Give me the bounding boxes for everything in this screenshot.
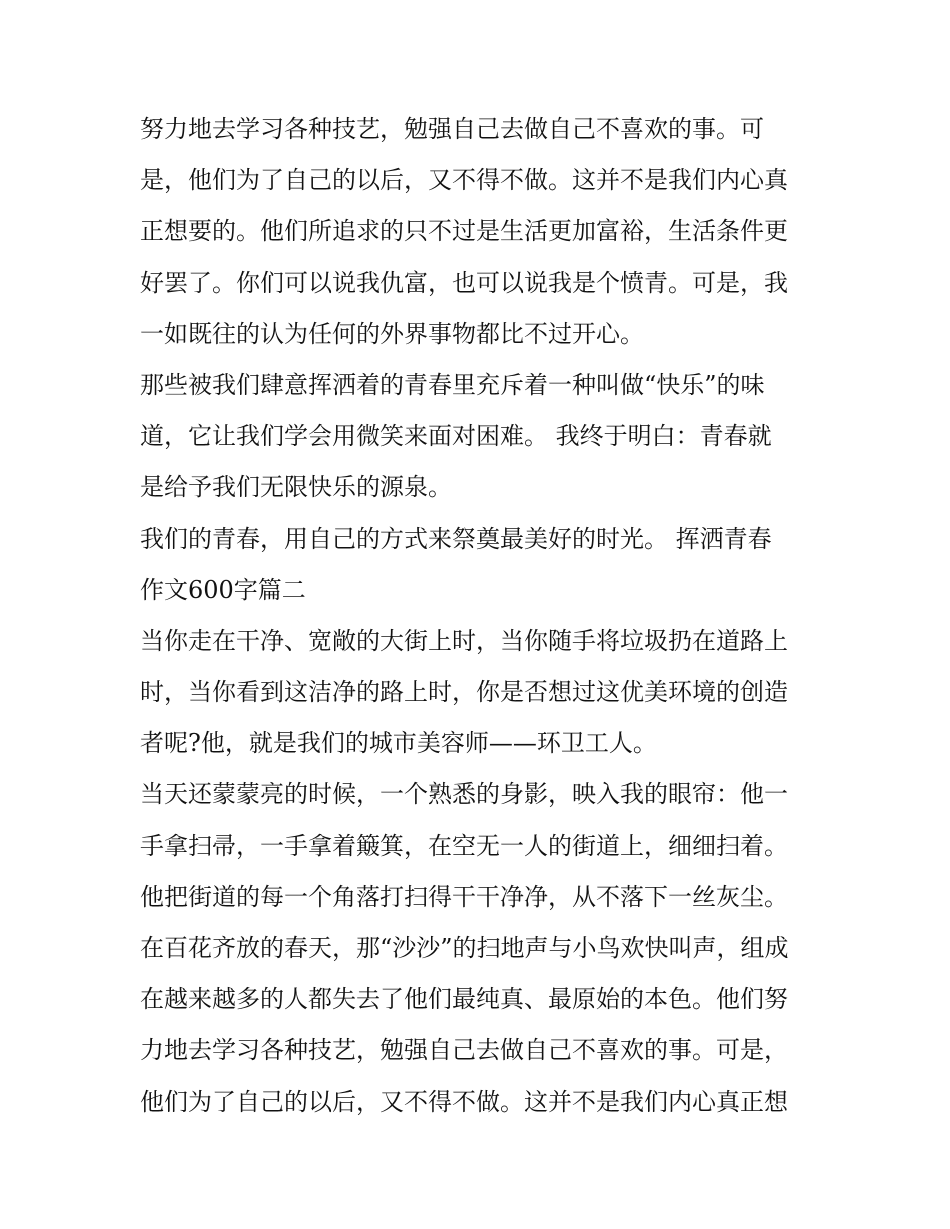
text-line: 那些被我们肆意挥洒着的青春里充斥着一种叫做“快乐”的味 — [140, 370, 765, 399]
section-heading-line: 作文600字篇二 — [140, 575, 306, 604]
text-line: 他把街道的每一个角落打扫得干干净净，从不落下一丝灰尘。 — [140, 882, 788, 911]
text-line: 在百花齐放的春天，那“沙沙”的扫地声与小鸟欢快叫声，组成 — [140, 934, 789, 962]
text-line: 是给予我们无限快乐的源泉。 — [140, 473, 452, 502]
text-line: 正想要的。他们所追求的只不过是生活更加富裕，生活条件更 — [140, 217, 788, 246]
text-line: 手拿扫帚，一手拿着簸箕，在空无一人的街道上，细细扫着。 — [140, 831, 788, 860]
text-line: 他们为了自己的以后，又不得不做。这并不是我们内心真正想 — [140, 1087, 788, 1116]
text-line: 者呢?他，就是我们的城市美容师——环卫工人。 — [140, 729, 657, 758]
text-line: 当天还蒙蒙亮的时候，一个熟悉的身影，映入我的眼帘：他一 — [140, 780, 788, 809]
body-text — [140, 104, 830, 1128]
text-line: 力地去学习各种技艺，勉强自己去做自己不喜欢的事。可是， — [140, 1036, 788, 1065]
text-line: 一如既往的认为任何的外界事物都比不过开心。 — [140, 319, 644, 348]
text-line: 我们的青春，用自己的方式来祭奠最美好的时光。 挥洒青春 — [140, 524, 772, 553]
text-line: 好罢了。你们可以说我仇富，也可以说我是个愤青。可是，我 — [140, 268, 788, 297]
text-line: 是，他们为了自己的以后，又不得不做。这并不是我们内心真 — [140, 166, 788, 195]
text-line: 在越来越多的人都失去了他们最纯真、最原始的本色。他们努 — [140, 985, 788, 1014]
text-line: 时，当你看到这洁净的路上时，你是否想过这优美环境的创造 — [140, 678, 788, 707]
text-line: 当你走在干净、宽敞的大街上时，当你随手将垃圾扔在道路上 — [140, 626, 788, 655]
text-line: 努力地去学习各种技艺，勉强自己去做自己不喜欢的事。可 — [140, 115, 764, 143]
text-line: 道，它让我们学会用微笑来面对困难。 我终于明白：青春就 — [140, 422, 772, 451]
